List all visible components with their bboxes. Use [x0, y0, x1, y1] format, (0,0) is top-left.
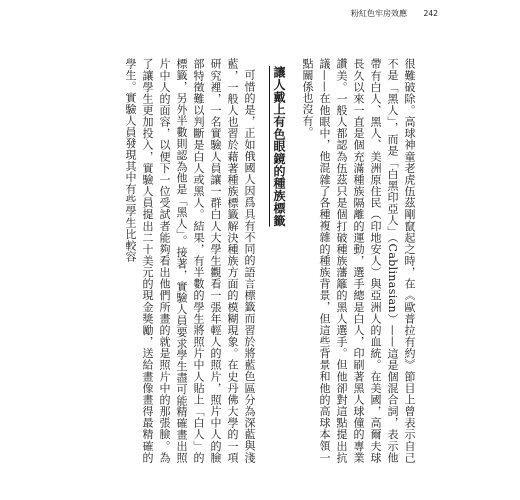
- page-number: 242: [423, 9, 438, 18]
- running-header: [351, 8, 438, 19]
- body-paragraph: 很難破除。高球神童老虎伍茲剛竄起之時，在《歐普拉有約》節目上曾表示自己不是「黑人」，而是「白黑印亞人」（Cablinasian）——這是個混合詞，表示他帶有白人、黑人、美洲原住民（印地安人）與亞洲人的血統。在美國，高爾夫球長久以來一直是個充滿種族隔離的運動，選手總是白人，印刷著黑人球僮的專業讚美。一般人都認為伍茲只是個打破種族藩籬的黑人選手。但他卻對這點提出抗議——在他眼中，他混雜了各種複雜的種族背景，但這些背景和他的高球本領一點關係也沒有。: [301, 58, 416, 463]
- section-heading: 讓人戴上有色眼鏡的種族標籤: [272, 66, 286, 227]
- vertical-text-block: [118, 58, 418, 463]
- body-paragraph: 可惜的是，正如俄國人因爲具有不同的語言標籤而習於將藍色區分為深藍與淺藍，一般人也習於藉著種族標籤解決種族方面的模糊現象。在史丹佛大學的一項研究裡，一名實驗人員讓一群白人大學生觀看一張年輕人的照片，照片中人的臉部特徵難以判斷是白人或黑人。結果，有半數的學生將照片中人貼上「白人」的標籤，另外半數則認為他是「黑人」。接著，實驗人員要求學生盡可能精確畫出照片中人的面容，以便下一位受試者能夠看出他們所畫的就是照片中的那張臉。為了讓學生更加投入，實驗人員提出二十美元的現金獎勵，送給畫像畫得最精確的學生。實驗人員發現其中有些學生比較容: [124, 58, 256, 463]
- book-title: 粉紅色牢房效應: [351, 9, 407, 18]
